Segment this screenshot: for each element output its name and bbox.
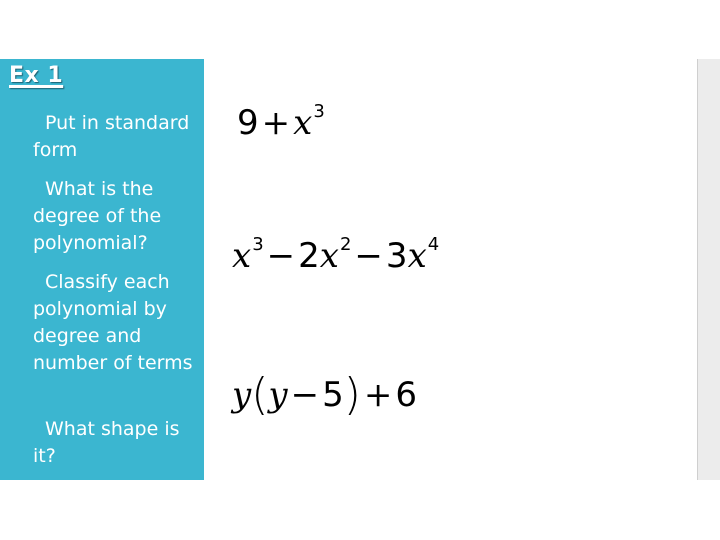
expr3-six: 6 [395, 375, 418, 415]
expression-2 [232, 234, 440, 276]
expr1-exponent: 3 [313, 101, 325, 122]
expression-1 [237, 101, 325, 143]
expr3-right-paren: ) [343, 369, 361, 420]
prompt-standard-form: Put in standard form [33, 112, 190, 161]
expr2-term1-variable: x [232, 236, 252, 276]
expr2-minus-1: − [266, 236, 296, 276]
expr3-left-paren: ( [251, 369, 269, 420]
expr2-term3-coefficient: 3 [385, 236, 408, 276]
expr2-term2-exponent: 2 [339, 234, 352, 255]
expr3-five: 5 [322, 375, 344, 415]
right-edge-strip [697, 59, 720, 480]
expr2-term3-exponent: 4 [427, 234, 440, 255]
expr1-variable: x [293, 103, 313, 143]
expr1-constant: 9 [237, 103, 259, 143]
expr2-term2-variable: x [319, 236, 339, 276]
example-heading: Ex 1 [9, 63, 64, 88]
prompt-degree: What is the degree of the polynomial? [33, 178, 162, 254]
expr2-term2-coefficient: 2 [298, 236, 320, 276]
prompt-shape: What shape is it? [33, 418, 180, 467]
expr3-inner-variable: y [268, 375, 288, 415]
expr3-minus: − [290, 375, 320, 415]
expr2-term3-variable: x [407, 236, 427, 276]
expr2-minus-2: − [354, 236, 383, 276]
prompt-classify: Classify each polynomial by degree and number of terms [33, 271, 193, 374]
expr3-outer-variable: y [232, 375, 252, 415]
expr1-plus: + [261, 103, 291, 143]
expression-3 [232, 369, 418, 420]
expr2-term1-exponent: 3 [252, 234, 264, 255]
expr3-plus: + [363, 375, 393, 415]
